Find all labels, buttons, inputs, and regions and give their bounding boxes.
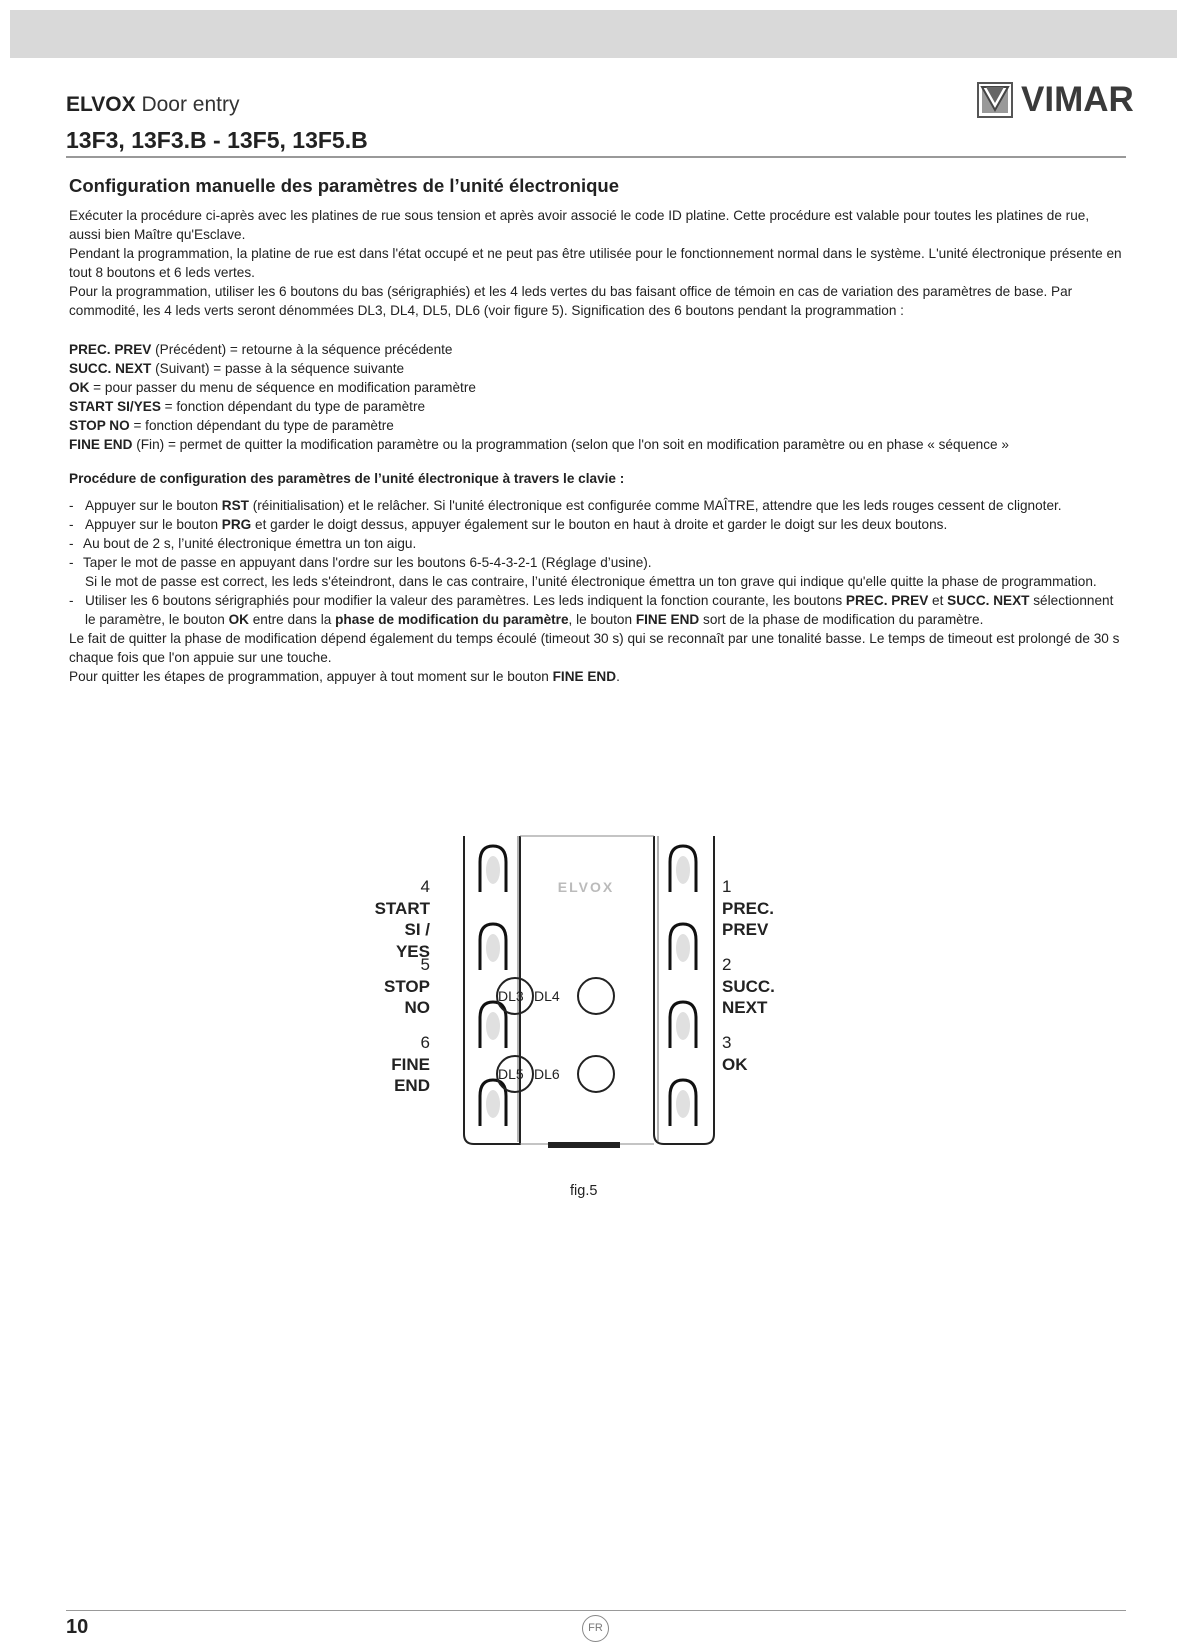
- led-right-lower: [578, 1056, 614, 1092]
- button-shade: [676, 856, 690, 884]
- brand-title: ELVOX Door entry: [66, 93, 240, 116]
- label-button-6: 6 FINE END: [391, 1033, 430, 1095]
- vimar-logo-icon: [977, 82, 1013, 118]
- label-button-2: 2 SUCC. NEXT: [722, 955, 775, 1017]
- paragraph: Pour la programmation, utiliser les 6 boutons du bas (sérigraphiés) et les 4 leds vertes du bas faisant office de témoin en cas de variation des paramètres de base. Par commodité, les 4 leds verts seront dénommées DL3, DL4, DL5, DL6 (voir figure 5). Signification des 6 boutons pendant la programmation :: [69, 284, 1073, 318]
- button-shade: [486, 934, 500, 962]
- definition-item: STOP NO = fonction dépendant du type de paramètre: [69, 418, 394, 433]
- procedure-step: - Appuyer sur le bouton PRG et garder le doigt dessus, appuyer également sur le bouton en haut à droite et garder le doigt sur les deux boutons.: [69, 517, 948, 532]
- definition-item: START SI/YES = fonction dépendant du type de paramètre: [69, 399, 426, 414]
- definition-item: PREC. PREV (Précédent) = retourne à la séquence précédente: [69, 342, 453, 357]
- label-button-3: 3 OK: [722, 1033, 748, 1074]
- top-gray-band: [10, 10, 1177, 58]
- section-title: Configuration manuelle des paramètres de l’unité électronique: [69, 175, 619, 196]
- header-divider: [66, 156, 1126, 158]
- paragraph: Le fait de quitter la phase de modification dépend également du temps écoulé (timeout 30 s) qui se reconnaît par une tonalité basse. Le temps de timeout est prolongé de 30 s chaque fois que l'on appuie sur une touche.: [69, 631, 1120, 665]
- procedure-step-note: Si le mot de passe est correct, les leds s'éteindront, dans le cas contraire, l’unité électronique émettra un ton grave qui indique qu'elle quitte la phase de programmation.: [85, 574, 1097, 589]
- procedure-step: - Utiliser les 6 boutons sérigraphiés pour modifier la valeur des paramètres. Les leds indiquent la fonction courante, les boutons PREC. PREV et SUCC. NEXT sélectionnent le paramètre, le bouton OK entre dans la phase de modification du paramètre, le bouton FINE END sort de la phase de modification du paramètre.: [69, 593, 1114, 627]
- button-definitions: [69, 340, 1124, 454]
- button-shade: [486, 1012, 500, 1040]
- label-button-1: 1 PREC. PREV: [722, 877, 774, 939]
- led-label: DL5: [498, 1066, 524, 1082]
- figure-caption: fig.5: [570, 1183, 598, 1199]
- procedure-steps: [69, 496, 1124, 686]
- figure-keypad: [370, 832, 790, 1162]
- paragraph: Pendant la programmation, la platine de rue est dans l'état occupé et ne peut pas être utilisée pour le fonctionnement normal dans le système. L'unité électronique présente en tout 8 boutons et 6 leds vertes.: [69, 246, 1122, 280]
- paragraph: Exécuter la procédure ci-après avec les platines de rue sous tension et après avoir associé le code ID platine. Cette procédure est valable pour toutes les platines de rue, aussi bien Maître qu'Esclave.: [69, 208, 1090, 242]
- led-label: DL3: [498, 988, 524, 1004]
- led-label: DL4: [534, 988, 560, 1004]
- procedure-title: Procédure de configuration des paramètres de l’unité électronique à travers le clavie :: [69, 471, 625, 486]
- definition-item: FINE END (Fin) = permet de quitter la modification paramètre ou la programmation (selon que l'on soit en modification paramètre ou en phase « séquence »: [69, 437, 1009, 452]
- paragraph: Pour quitter les étapes de programmation, appuyer à tout moment sur le bouton FINE END.: [69, 669, 620, 684]
- bottom-connector: [548, 1142, 620, 1148]
- procedure-step: - Appuyer sur le bouton RST (réinitialisation) et le relâcher. Si l'unité électronique est configurée comme MAÎTRE, attendre que les leds rouges cessent de clignoter.: [69, 498, 1062, 513]
- led-label: DL6: [534, 1066, 560, 1082]
- label-button-5: 5 STOP NO: [384, 955, 430, 1017]
- figure-brand: ELVOX: [557, 879, 615, 895]
- button-shade: [676, 934, 690, 962]
- button-shade: [676, 1012, 690, 1040]
- label-button-4: 4 START SI / YES: [374, 877, 430, 961]
- led-right-upper: [578, 978, 614, 1014]
- button-shade: [486, 856, 500, 884]
- button-shade: [486, 1090, 500, 1118]
- definition-item: OK = pour passer du menu de séquence en modification paramètre: [69, 380, 476, 395]
- language-badge: FR: [582, 1615, 609, 1642]
- procedure-step: - Taper le mot de passe en appuyant dans l'ordre sur les boutons 6-5-4-3-2-1 (Réglage d’usine).: [69, 555, 652, 570]
- footer-divider: [66, 1610, 1126, 1611]
- vimar-logo: VIMAR: [977, 80, 1127, 122]
- intro-paragraphs: [69, 206, 1124, 320]
- definition-item: SUCC. NEXT (Suivant) = passe à la séquence suivante: [69, 361, 405, 376]
- procedure-step: - Au bout de 2 s, l’unité électronique émettra un ton aigu.: [69, 536, 417, 551]
- page-number: 10: [66, 1616, 89, 1638]
- button-shade: [676, 1090, 690, 1118]
- model-title: 13F3, 13F3.B - 13F5, 13F5.B: [66, 127, 368, 153]
